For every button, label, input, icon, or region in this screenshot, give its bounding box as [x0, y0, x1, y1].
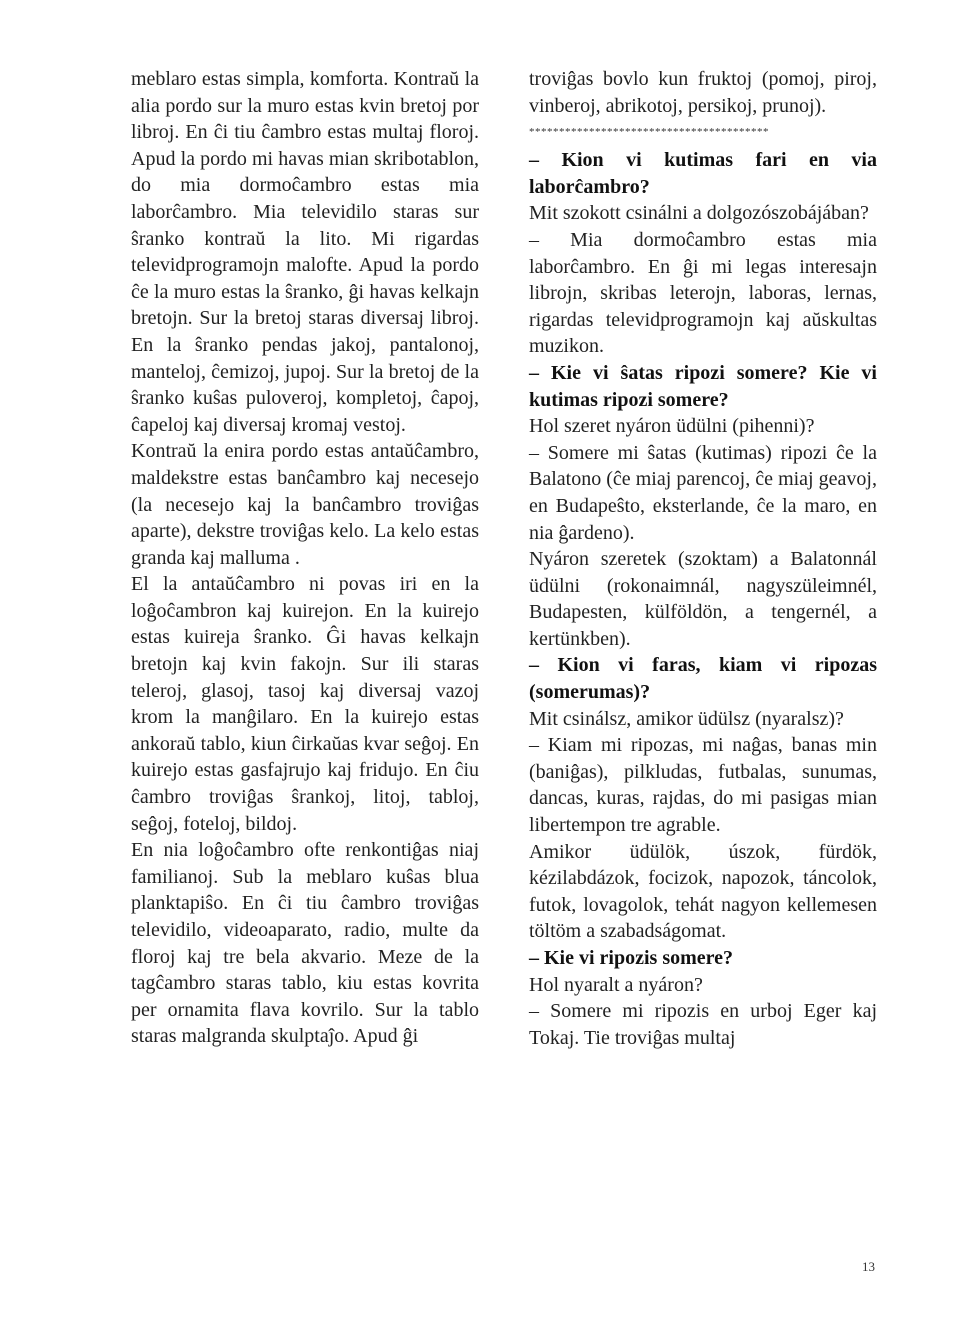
answer-hungarian: Nyáron szeretek (szoktam) a Balatonnál üdülni (rokonaimnál, nagyszüleimnél, Budapesten, külföldön, a tengernél, a kertünkben).: [529, 548, 877, 650]
question-esperanto: – Kion vi kutimas fari en via laborĉambro?: [529, 149, 877, 198]
paragraph: En nia loĝoĉambro ofte renkontiĝas niaj familianoj. Sub la meblaro kuŝas blua planktapiŝo. En ĉi tiu ĉambro troviĝas televidilo, videoaparato, radio, multe da floroj kaj tre bela akvario. Meze de la tagĉambro staras tablo, kiu estas kovrita per ornamita flava kovrilo. Sur la tablo staras malgranda skulptaĵo. Apud ĝi: [131, 839, 479, 1048]
paragraph: Kontraŭ la enira pordo estas antaŭĉambro, maldekstre estas banĉambro kaj necesejo (la necesejo kaj la banĉambro troviĝas aparte), dekstre troviĝas kelo. La kelo estas granda kaj malluma .: [131, 440, 479, 569]
question-esperanto: – Kion vi faras, kiam vi ripozas (somerumas)?: [529, 654, 877, 704]
question-esperanto: – Kie vi ripozis somere?: [529, 947, 734, 969]
paragraph: meblaro estas simpla, komforta. Kontraŭ la alia pordo sur la muro estas kvin bretoj por libroj. En ĉi tiu ĉambro estas multaj floroj. Apud la pordo mi havas mian skribotablon, do mia dormoĉambro estas mia laborĉambro. Mia televidilo staras sur ŝranko kontraŭ la lito. Mi rigardas televidprogramojn malofte. Apud la pordo ĉe la muro estas la ŝranko, ĝi havas kelkajn bretojn. Sur la bretoj staras diversaj libroj. En la ŝranko pendas jakoj, pantalonoj, manteloj, ĉemizoj, jupoj. Sur la bretoj de la ŝranko kuŝas puloveroj, kompletoj, ĉapoj, ĉapeloj kaj diversaj kromaj vestoj.: [131, 68, 479, 436]
answer-hungarian: Amikor üdülök, úszok, fürdök, kézilabdázok, focizok, napozok, táncolok, futok, lovagolok, tehát nagyon kellemesen töltöm a szabadságomat.: [529, 840, 877, 943]
page-number: 13: [862, 1259, 875, 1274]
paragraph: El la antaŭĉambro ni povas iri en la loĝoĉambron kaj kuirejon. En la kuirejo estas kuireja ŝranko. Ĝi havas kelkajn bretojn kaj kvin fakojn. Sur ili staras teleroj, glasoj, tasoj kaj diversaj vazoj krom la manĝilaro. En la kuirejo estas ankoraŭ tablo, kiun ĉirkaŭas kvar seĝoj. En kuirejo estas gasfajrujo kaj fridujo. En ĉiu ĉambro troviĝas ŝrankoj, litoj, tabloj, seĝoj, foteloj, bildoj.: [131, 573, 479, 835]
answer: – Somere mi ŝatas (kutimas) ripozi ĉe la Balatono (ĉe miaj parencoj, ĉe miaj geavoj, en Budapeŝto, eksterlande, ĉe la maro, en nia ĝardeno).: [529, 441, 877, 544]
question-esperanto: – Kie vi ŝatas ripozi somere? Kie vi kutimas ripozi somere?: [529, 361, 877, 411]
paragraph: troviĝas bovlo kun fruktoj (pomoj, piroj, vinberoj, abrikotoj, persikoj, prunoj).: [529, 68, 877, 117]
right-text-column: [529, 66, 877, 1051]
answer: – Somere mi ripozis en urboj Eger kaj Tokaj. Tie troviĝas multaj: [529, 1000, 877, 1049]
question-hungarian: Mit csinálsz, amikor üdülsz (nyaralsz)?: [529, 707, 844, 730]
answer: – Kiam mi ripozas, mi naĝas, banas min (baniĝas), pilkludas, futbalas, sunumas, dancas, kuras, rajdas, do mi pasigas mian libertempon tre agrable.: [529, 734, 877, 837]
answer: – Mia dormoĉambro estas mia laborĉambro. En ĝi mi legas interesajn librojn, skribas leterojn, laboras, lernas, rigardas televidprogramojn kaj aŭskultas muzikon.: [529, 228, 877, 358]
question-hungarian: Mit szokott csinálni a dolgozószobájában?: [529, 202, 869, 225]
asterisk-separator: ****************************************: [529, 126, 769, 139]
question-hungarian: Hol nyaralt a nyáron?: [529, 973, 703, 996]
question-hungarian: Hol szeret nyáron üdülni (pihenni)?: [529, 415, 815, 438]
left-text-column: [131, 66, 479, 1050]
